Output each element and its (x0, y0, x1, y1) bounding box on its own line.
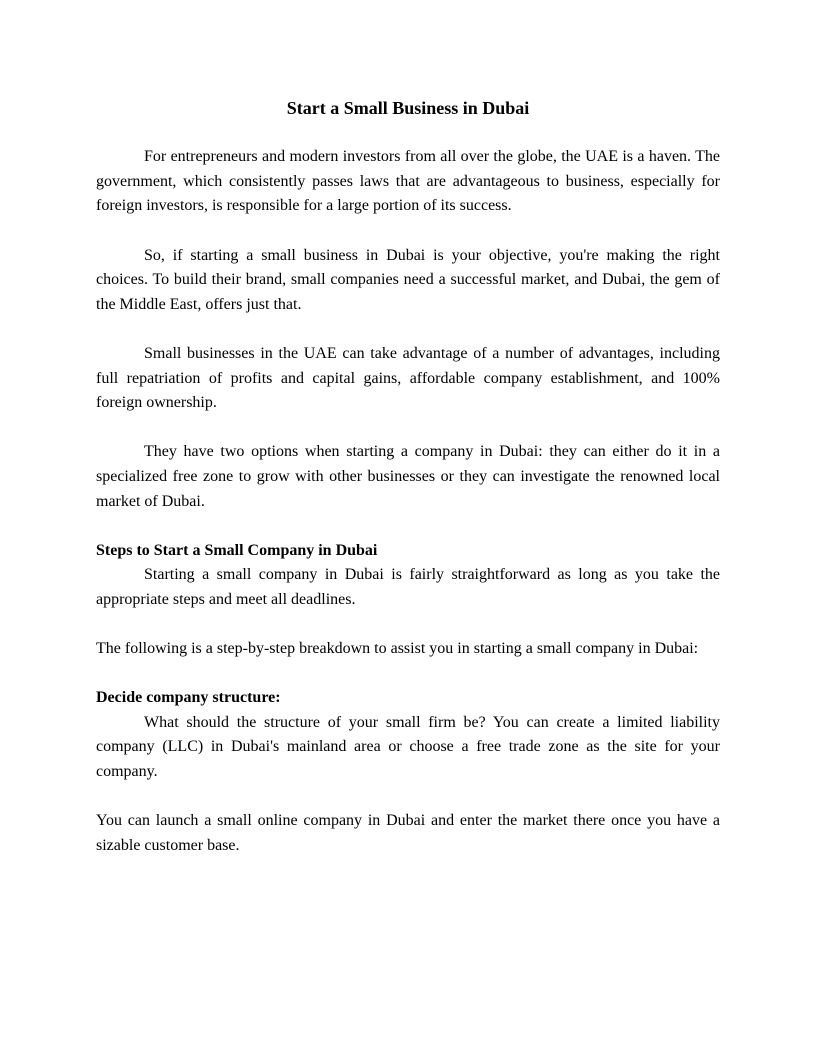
spacer (96, 785, 720, 810)
paragraph-structure: What should the structure of your small firm be? You can create a limited liability company (LLC) in Dubai's mainland area or choose a free trade zone as the site for your company. (96, 713, 720, 781)
section-heading-steps: Steps to Start a Small Company in Dubai (96, 541, 378, 559)
spacer (96, 416, 720, 441)
paragraph-objective: So, if starting a small business in Dubai is your objective, you're making the right choices. To build their brand, small companies need a successful market, and Dubai, the gem of the Middle East, offers just that. (96, 246, 720, 313)
spacer (96, 612, 720, 637)
spacer (96, 514, 720, 539)
spacer (96, 219, 720, 244)
paragraph-online-company: You can launch a small online company in Dubai and enter the market there once you have a sizable customer base. (96, 812, 720, 854)
spacer (96, 317, 720, 342)
paragraph-options: They have two options when starting a company in Dubai: they can either do it in a specialized free zone to grow with other businesses or they can investigate the renowned local market of Dubai. (96, 443, 720, 510)
section-heading-structure: Decide company structure: (96, 689, 281, 707)
paragraph-advantages: Small businesses in the UAE can take advantage of a number of advantages, including full repatriation of profits and capital gains, affordable company establishment, and 100% foreign ownership. (96, 344, 720, 412)
paragraph-steps-intro: Starting a small company in Dubai is fairly straightforward as long as you take the appropriate steps and meet all deadlines. (96, 566, 720, 608)
spacer (96, 662, 720, 687)
spacer (96, 121, 720, 146)
document-title: Start a Small Business in Dubai (286, 98, 530, 118)
paragraph-intro: For entrepreneurs and modern investors from all over the globe, the UAE is a haven. The government, which consistently passes laws that are advantageous to business, especially for foreign investors, is responsible for a large portion of its success. (96, 148, 720, 215)
paragraph-breakdown: The following is a step-by-step breakdown to assist you in starting a small company in Dubai: (96, 640, 699, 658)
